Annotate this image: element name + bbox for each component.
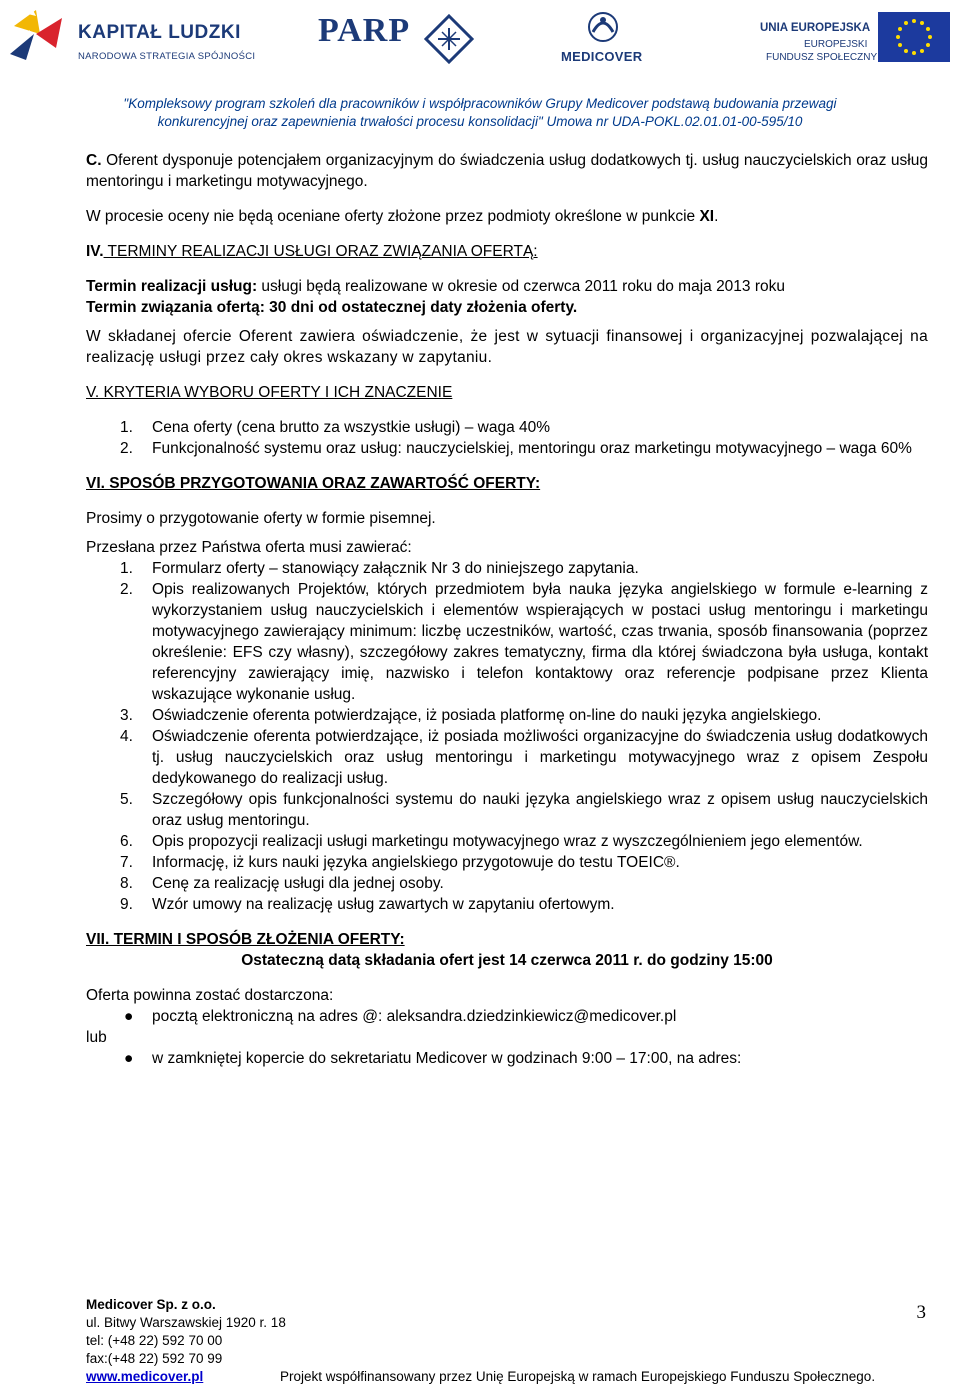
medicover-logo-text: MEDICOVER <box>561 49 643 64</box>
list-item <box>86 831 928 852</box>
eu-logo <box>760 8 960 68</box>
list-item-number: 3. <box>120 707 133 724</box>
section-iv-title: TERMINY REALIZACJI USŁUGI ORAZ ZWIĄZANIA OFERTĄ: <box>103 243 538 260</box>
bullet-icon: ● <box>124 1050 134 1067</box>
list-item-number: 6. <box>120 833 133 850</box>
list-item-text: Wzór umowy na realizację usług zawartych w zapytaniu ofertowym. <box>152 896 615 913</box>
list-item-text: Formularz oferty – stanowiący załącznik Nr 3 do niniejszego zapytania. <box>152 560 639 577</box>
term-realization-label: Termin realizacji usług: <box>86 278 258 295</box>
section-vi-intro1: Prosimy o przygotowanie oferty w formie pisemnej. <box>86 510 436 527</box>
project-note-line1: "Kompleksowy program szkoleń dla pracowników i współpracowników Grupy Medicover podstawą budowania przewagi <box>123 96 837 111</box>
medicover-emblem-icon <box>583 10 623 44</box>
list-item <box>86 558 928 579</box>
delivery-list-2 <box>86 1048 928 1069</box>
eu-logo-line3: FUNDUSZ SPOŁECZNY <box>766 52 878 63</box>
list-item-text: Informację, iż kurs nauki języka angielskiego przygotowuje do testu TOEIC®. <box>152 854 680 871</box>
list-item <box>86 873 928 894</box>
list-item-text: Opis propozycji realizacji usługi marketingu motywacyjnego wraz z wyszczególnieniem jego elementów. <box>152 833 863 850</box>
delivery-intro: Oferta powinna zostać dostarczona: <box>86 987 334 1004</box>
eu-logo-line2: EUROPEJSKI <box>804 39 868 50</box>
list-item-number: 8. <box>120 875 133 892</box>
medicover-logo <box>555 10 655 70</box>
footer-address: ul. Bitwy Warszawskiej 1920 r. 18 <box>86 1315 286 1330</box>
header-logos <box>0 0 960 90</box>
list-item <box>86 579 928 705</box>
delivery-or: lub <box>86 1029 107 1046</box>
footer-cofinance: Projekt współfinansowany przez Unię Europejską w ramach Europejskiego Funduszu Społecznego. <box>280 1369 876 1384</box>
list-item <box>86 705 928 726</box>
list-item <box>86 438 928 459</box>
term-realization-text: usługi będą realizowane w okresie od czerwca 2011 roku do maja 2013 roku <box>257 278 786 295</box>
section-c-paragraph <box>86 150 928 192</box>
parp-diamond-icon <box>424 14 474 64</box>
list-item-number: 9. <box>120 896 133 913</box>
section-c-text: Oferent dysponuje potencjałem organizacyjnym do świadczenia usług dodatkowych tj. usług nauczycielskich oraz usług mentoringu i marketingu motywacyjnego. <box>86 152 928 190</box>
delivery-email: pocztą elektroniczną na adres @: aleksandra.dziedzinkiewicz@medicover.pl <box>152 1008 677 1025</box>
list-item <box>86 894 928 915</box>
project-note-line2: konkurencyjnej oraz zapewnienia trwałości procesu konsolidacji" Umowa nr UDA-POKL.02.01.01-00-595/10 <box>157 114 803 129</box>
list-item <box>86 1048 928 1069</box>
term-binding: Termin związania ofertą: 30 dni od ostatecznej daty złożenia oferty. <box>86 299 578 316</box>
list-item-number: 2. <box>120 581 133 598</box>
footer-company: Medicover Sp. z o.o. <box>86 1297 216 1312</box>
section-c-note-ref: XI <box>699 208 715 225</box>
bullet-icon: ● <box>124 1008 134 1025</box>
delivery-list <box>86 1006 928 1027</box>
section-vi-intro2: Przesłana przez Państwa oferta musi zawierać: <box>86 539 412 556</box>
footer-website-link[interactable]: www.medicover.pl <box>86 1369 204 1384</box>
list-item-number: 4. <box>120 728 133 745</box>
list-item-text: Cenę za realizację usługi dla jednej osoby. <box>152 875 444 892</box>
section-vii-heading: VII. TERMIN I SPOSÓB ZŁOŻENIA OFERTY: <box>86 931 405 948</box>
kapital-ludzki-emblem-icon <box>6 4 70 64</box>
section-c-label: C. <box>86 152 102 169</box>
criteria-list <box>86 417 928 459</box>
list-item-text: Cena oferty (cena brutto za wszystkie usługi) – waga 40% <box>152 419 551 436</box>
list-item-text: Opis realizowanych Projektów, których przedmiotem była nauka języka angielskiego w formule e-learning z wykorzystaniem usług nauczycielskich i elementów wspierających w postaci usług mentoringu i marketingu motywacyjnego zawierający minimum: liczbę uczestników, wartość, czas trwania, sposób finansowania (poprzez określenie: EFS czy własny), szczegółowy zakres tematyczny, firma dla której świadczona była usługa, kontakt referencyjny zawierający imię, nazwisko i telefon kontaktowy oraz referencje podpisane przez Klienta wskazujące wykonanie usług. <box>152 581 928 703</box>
list-item <box>86 789 928 831</box>
delivery-address: w zamkniętej kopercie do sekretariatu Medicover w godzinach 9:00 – 17:00, na adres: <box>152 1050 742 1067</box>
list-item-number: 1. <box>120 560 133 577</box>
list-item <box>86 1006 928 1027</box>
list-item-text: Funkcjonalność systemu oraz usług: nauczycielskiej, mentoringu oraz marketingu motywacyjnego – waga 60% <box>152 440 912 457</box>
kapital-ludzki-title: KAPITAŁ LUDZKI <box>78 22 241 43</box>
section-c-note <box>86 206 928 227</box>
footer <box>86 1296 928 1386</box>
page-number: 3 <box>916 1302 926 1323</box>
section-iv-heading <box>86 241 928 262</box>
list-item-text: Oświadczenie oferenta potwierdzające, iż posiada możliwości organizacyjne do świadczenia usług dodatkowych tj. usług nauczycielskich oraz usług mentoringu i marketingu motywacyjnego wraz z opisem Zespołu dedykowanego do realizacji usług. <box>152 728 928 787</box>
deadline-text: Ostateczną datą składania ofert jest 14 czerwca 2011 r. do godziny 15:00 <box>241 952 773 969</box>
financial-statement: W składanej ofercie Oferent zawiera oświadczenie, że jest w sytuacji finansowej i organizacyjnej pozwalającej na realizację usługi przez cały okres wskazany w zapytaniu. <box>86 328 928 366</box>
list-item-number: 7. <box>120 854 133 871</box>
list-item-text: Oświadczenie oferenta potwierdzające, iż posiada platformę on-line do nauki języka angielskiego. <box>152 707 822 724</box>
list-item-text: Szczegółowy opis funkcjonalności systemu do nauki języka angielskiego wraz z opisem usług nauczycielskich oraz usług mentoringu. <box>152 791 928 829</box>
list-item <box>86 417 928 438</box>
eu-flag-icon <box>878 12 950 62</box>
footer-tel: tel: (+48 22) 592 70 00 <box>86 1333 223 1348</box>
list-item-number: 5. <box>120 791 133 808</box>
list-item <box>86 852 928 873</box>
section-v-heading: V. KRYTERIA WYBORU OFERTY I ICH ZNACZENIE <box>86 384 453 401</box>
footer-fax: fax:(+48 22) 592 70 99 <box>86 1351 223 1366</box>
offer-contents-list <box>86 558 928 915</box>
document-body <box>86 150 928 1069</box>
list-item-number: 2. <box>120 440 133 457</box>
term-realization <box>86 276 928 297</box>
kapital-ludzki-subtitle: NARODOWA STRATEGIA SPÓJNOŚCI <box>78 51 256 62</box>
section-vi-heading: VI. SPOSÓB PRZYGOTOWANIA ORAZ ZAWARTOŚĆ OFERTY: <box>86 475 541 492</box>
parp-logo-text: PARP <box>318 12 411 49</box>
section-c-note-prefix: W procesie oceny nie będą oceniane oferty złożone przez podmioty określone w punkcie <box>86 208 700 225</box>
section-iv-number: IV. <box>86 243 104 260</box>
list-item <box>86 726 928 789</box>
kapital-ludzki-logo <box>6 4 276 64</box>
list-item-number: 1. <box>120 419 133 436</box>
project-note <box>0 95 960 131</box>
parp-logo <box>318 14 478 64</box>
section-c-note-suffix: . <box>714 208 719 225</box>
eu-logo-line1: UNIA EUROPEJSKA <box>760 22 871 34</box>
